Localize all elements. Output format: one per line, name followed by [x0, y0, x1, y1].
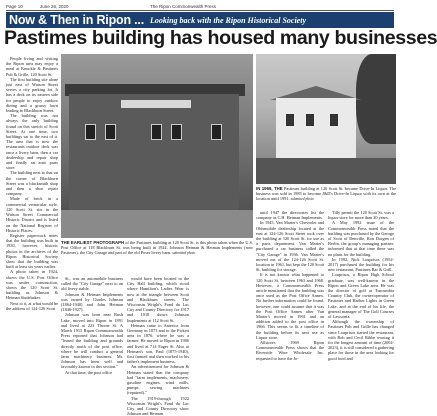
article-column-5	[328, 210, 394, 396]
paragraph: It is not known what happened to 120 Scott St. between 1963 and 1968. However, a Commonwealth Press article mentioned that the building was once used as the Post Office Annex. No further information could be found, however, one could assume that it was the Post Office Annex after Van Marter's moved in 1961 and an addition added to the post office in 1966. This seems to fit a timeline of the building before its next use as Liquor store.	[256, 272, 324, 340]
paragraph: In 1945, Van Marter's Chevrolet and Oldsmobile dealership located at the east at 124-126 Scott Street took over the building at 120 Scott St. for use as a parts department. Van Marter's purchased a car business called the "City Garage" in 1936. Van Marter's moved out of the 124-126 Scott St. location in 1961, but kept the 120 Scott St. building for storage.	[256, 220, 324, 273]
paragraph: A photo taken in 1924, shows the U.S. Post Office was under construction, shows the 120 Scott St. building as Johnson & Heiman Studebaker.	[6, 269, 58, 301]
article-headline: Pastimes building has housed many businesses	[4, 27, 437, 49]
paragraph: In 1992, Nick Louprisos (1952-2017) purchased the building for his new restaurant, Pastimes Bar & Grill.	[328, 256, 394, 273]
paragraph: An advertisement for Johnson & Heiman stated that the company had "farm implements, machinery, gasoline engines, wind mills, pumps, sewing machines (repaired)."	[127, 364, 189, 396]
paragraph: Heiman came to America from Germany in 1873 and to the Pickett area in 1876, where he was a farmer. He moved to Ripon in 1906 and lived at 714 Eager St. Also at Heiman's son, Paul (1875-1940), first farmed and then worked in his father's implement business.	[127, 322, 189, 365]
article-column-1	[6, 56, 58, 396]
paragraph: St., was an automobile business called the "City Garage" next to an old livery stable.	[61, 276, 123, 292]
historic-photo-1924	[61, 54, 253, 238]
paragraph: The building was not always the only building found on this stretch of Scott Street. At one time, two buildings sat to the east of it. The area that is now the restaurants outdoor deck was once a livery barn, then a car dealership and repair shop and finally an auto parts store.	[6, 113, 58, 171]
caption-lead: IN 1969, THE	[256, 186, 283, 191]
paragraph: The building next to that on the corner of Blackburn Street was a blacksmith shop and then a shoe repair company.	[6, 170, 58, 197]
paragraph: Allstores 1969 Ripon Commonwealth Press shows that the Riverside Wine Wholesale Inc. requested to have the Jo-	[256, 340, 324, 361]
photo-caption-1	[61, 240, 253, 274]
article-column-4	[256, 210, 324, 396]
caption-text: Pastimes building at 120 Scott St. became Drive-In Liquor. The business was sold in 1985 to become J&D's Drive-In Liquor with its own at the location until 1991.	[256, 186, 397, 202]
historic-photo-1969	[256, 54, 396, 184]
caption-lead: THE EARLIEST PHOTOGRAPH	[61, 240, 125, 245]
publication-name: The Ripon Commonwealth Press	[150, 3, 217, 9]
paragraph: Register paperwork notes that the building was built in 1930, however, historic photos in the archives of the Ripon Historical Society show that the building was built at least six years earlier.	[6, 232, 58, 270]
paragraph: Made of brick in a commercial vernacular style, 120 Scott St. sits in the Watson Street Commercial Historic District and is listed on the National Register of Historic Places.	[6, 196, 58, 233]
caption-text: of the Pastimes building at 120 Scott St. is this photo taken when the U.S. Post Office at 118 Blackburn St. was being built in 1924. Johnson Heiman & Heiman Implements (now Pastimes), the City Garage and part of the old Poser livery barn.	[61, 240, 253, 256]
page-number: Page 10	[6, 3, 23, 9]
paragraph: until 1947 the directories list the company as C.H. Heiman Implements.	[256, 210, 324, 221]
paragraph: would have been located in the City Hall building, which stood where Hamilton's Ladies Wear is now at the triangle between Scott and Blackburn streets. The Wisconsin Wright's Fond du Lac City and County Directory for 1917 and 1918 shows Johnson Implements at 112 Scott St.	[127, 276, 189, 323]
photo-credit: submitted photo	[290, 197, 314, 202]
page-header	[0, 0, 400, 12]
photo-caption-2	[256, 186, 396, 208]
paragraph: Tilly permit the 120 Scott St. was a liquor store for more than 20 years.	[328, 210, 394, 221]
banner-title: Now & Then in Ripon ...	[9, 13, 144, 27]
article-column-2	[61, 276, 123, 396]
paragraph: At that time, the post office	[65, 369, 113, 375]
article-column-3	[127, 276, 189, 416]
paragraph: Although the ownership of Pastimes Pub and Grille has changed since Louprisos started the restaurant, with Bob and Cecil Ribbe owning it for the longest amount of time (2002-2023), it is still considered a gathering place for those in the area looking for good food and	[328, 319, 394, 361]
paragraph: The 1919-through 1922 Wisconsin Wright's Fond du Lac City and County Directory show Johnson and Heiman	[127, 395, 189, 416]
paragraph: People living and visiting the Ripon area may enjoy a meal at Knuckle & Pastimes Pub & Grille, 120 Scott St.	[6, 56, 58, 77]
paragraph: The first building site alone just east of Watson Street serves a city parking lot. It has a deck on its eastern side for people to enjoy outdoor dining and a grassy lawn leading to Blackburn Street.	[6, 76, 58, 114]
photo-credit: submitted photo	[172, 251, 196, 256]
paragraph: A May 1992 issue of the Commonwealth Press noted that the building was purchased by the George of Scott of Denville, Ron Dorgen of Berlin, the group's managing partner, informed that at that time there was no plans for the building.	[328, 220, 394, 257]
paragraph: Johnson was born near Rush Lake, moved into Ripon in 1891 and lived at 223 Thorne St. A March 1915 Ripon Commonwealth Press reported that Johnson had "leased the building and grounds directly north of the post office, where he will conduct a general farm machinery business. Mr. Johnson has been well and favorably known in this section."	[61, 312, 123, 370]
header-rule	[6, 10, 394, 11]
banner-subtitle: Looking back with the Ripon Historical Society	[149, 15, 306, 25]
paragraph: Louprisos, a Ripon High School graduate, was well-known in the Ripon and Green Lake area. He was the director of golf at Tuscumbia Country Club, the owner/operator of Pastimes and Harbor Lights in Green Lake, and at the end of his life, the general manager of The Golf Courses of Lawsonia.	[328, 272, 394, 320]
paragraph: Johnson & Heiman Implements was owned by Charles Johnson (1864-1940) and John Heiman (1846-1927).	[61, 291, 123, 313]
issue-date: June 26, 2020	[40, 3, 69, 9]
paragraph: Next to it, at what would be the address of 124-126 Scott	[6, 300, 58, 311]
